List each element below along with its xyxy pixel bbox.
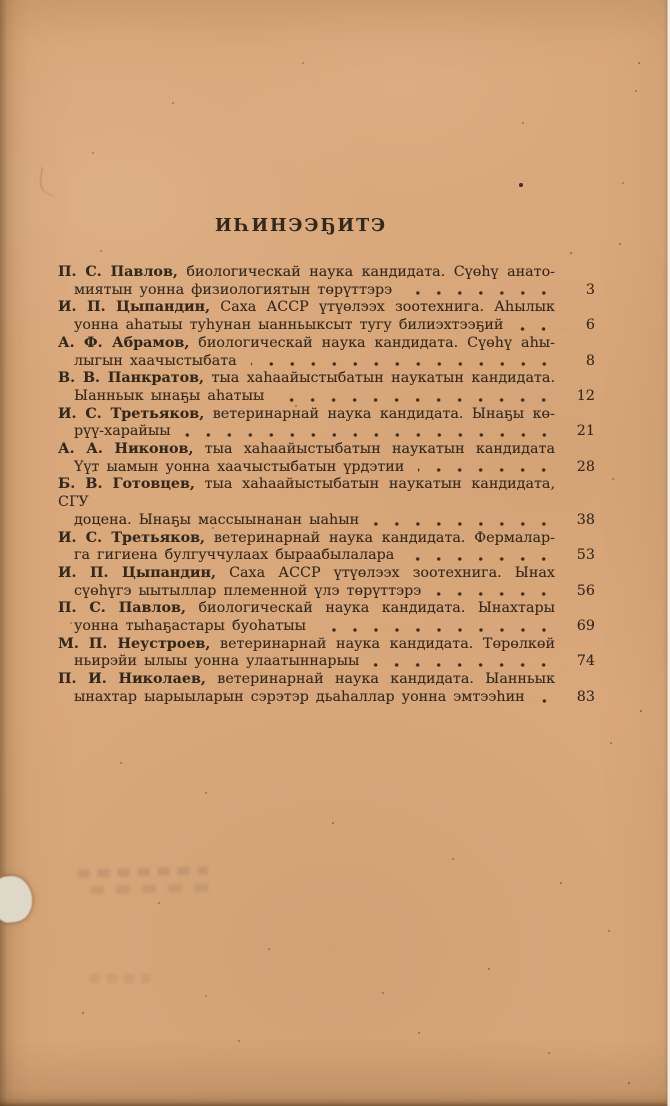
toc-entry-second-line xyxy=(58,423,595,441)
toc-entry-author: А. А. Никонов, xyxy=(58,441,194,458)
toc-entry-description: тыа хаһаайыстыбатын наукатын кандидата, СГУ xyxy=(58,476,555,511)
dot-leader xyxy=(539,699,563,703)
scan-right-edge-sliver xyxy=(663,0,670,1106)
toc-entry-first-line xyxy=(58,600,555,618)
toc-entry-description: Саха АССР үтүөлээх зоотехнига. Аһылык xyxy=(220,299,555,316)
toc-entry-first-line xyxy=(58,671,555,689)
toc-entry-page-number: 74 xyxy=(576,653,595,670)
toc-entry xyxy=(58,406,595,441)
paper-speckles xyxy=(0,0,2,2)
ink-bleedthrough-smudge xyxy=(90,974,150,983)
toc-entry-first-line xyxy=(58,264,555,282)
toc-entry-description: биологическай наука кандидата. Сүөһү анато- xyxy=(186,264,556,280)
dot-leader xyxy=(435,592,563,596)
toc-entry-continuation: сүөһүгэ ыытыллар племенной үлэ төрүттэрэ xyxy=(74,582,422,599)
toc-entry-continuation: ынахтар ыарыыларын сэрэтэр дьаһаллар уонна эмтээһин xyxy=(74,688,525,705)
toc-entry-continuation: уонна аһатыы туһунан ыанньыксыт тугу билиэхтээҕий xyxy=(74,317,504,334)
toc-entry-first-line xyxy=(58,530,555,548)
toc-entry-description: тыа хаһаайыстыбатын наукатын кандидата xyxy=(204,441,555,458)
toc-entry xyxy=(58,299,595,334)
toc-entry xyxy=(58,264,595,299)
toc-entry-first-line xyxy=(58,299,555,317)
toc-entry xyxy=(58,636,595,671)
toc-entry-second-line xyxy=(58,618,595,636)
dot-leader xyxy=(373,522,563,526)
toc-entry-author: Б. В. Готовцев, xyxy=(58,476,195,493)
toc-entry-first-line xyxy=(58,406,555,424)
toc-entry xyxy=(58,370,595,405)
dot-leader xyxy=(517,327,563,331)
toc-entry-second-line xyxy=(58,353,595,371)
toc-entry-first-line xyxy=(58,565,555,583)
toc-entry-first-line xyxy=(58,370,555,388)
toc-entry-continuation: доцена. Ынаҕы массыынанан ыаһын xyxy=(74,511,360,528)
toc-entry xyxy=(58,530,595,565)
toc-entry xyxy=(58,476,595,529)
toc-entry-page-number: 8 xyxy=(585,352,595,369)
toc-entry xyxy=(58,335,595,370)
toc-entry-description: ветеринарнай наука кандидата. Фермалар- xyxy=(213,529,555,546)
toc-entry-author: И. П. Цыпандин, xyxy=(58,299,211,316)
dot-leader xyxy=(373,663,563,667)
toc-entry-author: А. Ф. Абрамов, xyxy=(58,334,190,351)
toc-entry xyxy=(58,671,595,706)
toc-entry-first-line xyxy=(58,335,555,353)
toc-entry-page-number: 69 xyxy=(576,618,595,635)
toc-entry-description: тыа хаһаайыстыбатын наукатын кандидата. xyxy=(211,370,555,387)
toc-entry-page-number: 3 xyxy=(585,281,595,298)
toc-entry-continuation: ньирэйи ылыы уонна улаатыннарыы xyxy=(74,653,360,670)
toc-entry-first-line xyxy=(58,636,555,654)
toc-entry-page-number: 53 xyxy=(576,547,595,564)
toc-entry-second-line xyxy=(58,459,595,477)
toc-entry-description: ветеринарнай наука кандидата. Төрөлкөй xyxy=(220,635,555,652)
toc-entry-page-number: 12 xyxy=(576,387,595,404)
toc-entry-second-line xyxy=(58,388,595,406)
toc-entry-continuation: рүү-харайыы xyxy=(74,423,171,440)
toc-list xyxy=(58,264,595,707)
toc-entry-description: ветеринарнай наука кандидата. Ынаҕы кө- xyxy=(212,405,555,422)
paper-crease-mark xyxy=(38,167,57,196)
scan-bottom-edge-shadow xyxy=(0,1090,670,1106)
toc-entry-second-line xyxy=(58,653,595,671)
toc-entry-second-line xyxy=(58,512,595,530)
toc-entry-continuation: уонна тыһаҕастары буоһатыы xyxy=(74,618,307,635)
ink-bleedthrough-smudge xyxy=(78,864,209,897)
toc-entry-continuation: лыгын хаачыстыбата xyxy=(74,352,237,369)
scan-left-edge-shadow xyxy=(0,0,30,1106)
toc-entry xyxy=(58,565,595,600)
toc-entry-author: П. С. Павлов, xyxy=(58,600,186,617)
toc-entry-continuation: Үүт ыамын уонна хаачыстыбатын үрдэтии xyxy=(74,458,405,475)
toc-entry-first-line xyxy=(58,476,555,511)
toc-entry-description: Саха АССР үтүөлээх зоотехнига. Ынах xyxy=(229,564,555,581)
dot-leader xyxy=(278,398,563,402)
toc-entry-page-number: 56 xyxy=(576,582,595,599)
toc-entry-second-line xyxy=(58,547,595,565)
toc-entry-second-line xyxy=(58,583,595,601)
toc-entry-page-number: 38 xyxy=(576,511,595,528)
toc-entry xyxy=(58,600,595,635)
toc-entry-author: И. С. Третьяков, xyxy=(58,405,205,422)
dot-leader xyxy=(418,468,563,472)
dot-leader xyxy=(406,291,563,295)
toc-entry xyxy=(58,441,595,476)
toc-entry-author: И. С. Третьяков, xyxy=(58,529,206,546)
dot-leader xyxy=(408,557,563,561)
toc-entry-author: М. П. Неустроев, xyxy=(58,635,211,652)
dot-leader xyxy=(251,362,563,366)
toc-entry-description: биологическай наука кандидата. Сүөһү аһы- xyxy=(198,334,555,351)
toc-entry-second-line xyxy=(58,282,595,300)
toc-entry-description: биологическай наука кандидата. Ынахтары xyxy=(198,600,556,617)
toc-entry-author: И. П. Цыпандин, xyxy=(58,564,216,581)
toc-entry-author: В. В. Панкратов, xyxy=(58,370,205,387)
toc-entry-first-line xyxy=(58,441,555,459)
dot-leader xyxy=(185,433,563,437)
toc-entry-author: П. С. Павлов, xyxy=(58,264,178,280)
toc-entry-page-number: 21 xyxy=(576,423,595,440)
toc-entry-continuation: миятын уонна физиологиятын төрүттэрэ xyxy=(74,281,393,298)
toc-entry-page-number: 83 xyxy=(576,688,595,705)
toc-entry-description: ветеринарнай наука кандидата. Ыанньык xyxy=(217,671,556,688)
toc-entry-continuation: га гигиена булгуччулаах быраабылалара xyxy=(74,547,395,564)
toc-entry-second-line xyxy=(58,317,595,335)
toc-entry-author: П. И. Николаев, xyxy=(58,671,206,688)
dot-leader xyxy=(320,628,563,632)
toc-entry-page-number: 6 xyxy=(585,317,595,334)
page-title: ИҺИНЭЭҔИТЭ xyxy=(215,216,388,236)
toc-entry-continuation: Ыанньык ынаҕы аһатыы xyxy=(74,387,265,404)
toc-entry-page-number: 28 xyxy=(576,458,595,475)
toc-entry-second-line xyxy=(58,689,595,707)
